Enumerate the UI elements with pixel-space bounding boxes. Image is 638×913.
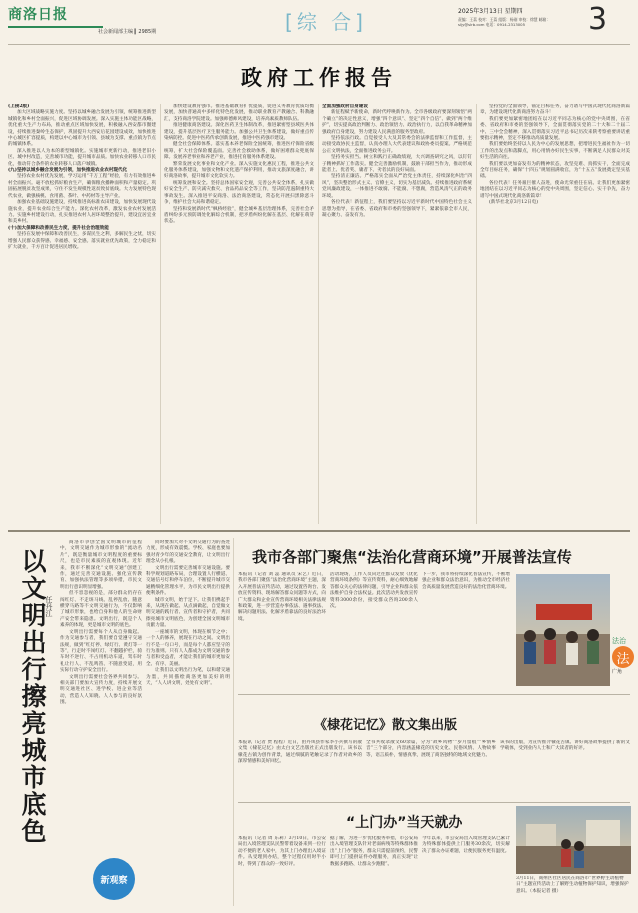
law-activity-photo: [516, 574, 610, 686]
paragraph: 繁荣发展文化事业和文化产业。深入实施文化惠民工程，推进公共文化服务体系建设，加强文物和文化遗产保护利用，推动文旅深度融合，讲好商洛故事，提升城市文化软实力。: [164, 161, 314, 180]
subheading: (九)坚持以城乡融合发展为引领，加快推进农业农村现代化: [8, 168, 128, 174]
crowd-illustration: [516, 574, 610, 686]
law-column-1: 本报讯（记者 刘 蕊 通讯员 宋艺）近日，我市各部门聚焦“法治化营商环境”主题，深入开展普法宣传活动，通过设置咨询台、发放宣传资料、现场解答群众问题等方式，向广大群众和企业宣传营商环境相关法律法规和政策，进一步营造办事依法、遇事找法、解决问题用法、化解矛盾靠法的良好法治环境。: [238, 572, 326, 622]
column-divider: [476, 104, 477, 524]
article-rule: [238, 802, 630, 803]
masthead-rule: [8, 44, 630, 45]
paragraph: 健全社会保障体系。落实基本养老保险全国统筹，推进医疗保险省级统筹，扩大社会保险覆盖面。完善社会救助体系，做好困难群众兜底保障。发展养老事业和养老产业，推进托育服务体系建设。: [164, 142, 314, 161]
book-column-1: 本报讯（记者 贾 程程）近日，由丹凤县作家李小兵撰写的散文集《棣花记忆》由太白文艺出版社正式出版发行。该书以棣花古镇为创作背景，通过细腻的笔触记录了作者对故乡的深厚情感和美好回忆。: [238, 740, 362, 765]
section-name: [综 合]: [285, 10, 367, 34]
paragraph: 加快建设教育强市。推进基础教育扩优提质，促进义务教育优质均衡发展，加快普通高中多样化特色化发展，推动职业教育产教融合、科教融汇，支持商洛学院建设。加强师德师风建设，培养高素质教师队伍。: [164, 104, 314, 122]
paragraph: 各位代表！任务艰巨催人奋进，使命光荣重任在肩。让我们更加紧密地团结在以习近平同志为核心的党中央周围，坚定信心、实干争先，奋力谱写中国式现代化商洛新篇章！: [480, 180, 630, 199]
subheading: (十)加大保障和改善民生力度，提升社会治理效能: [8, 225, 109, 231]
paragraph: 文明出行需要完善城市交通设施。要科学规划道路布局，合理设置人行横道、交通信号灯和停车泊位，不断提升城市交通精细化管理水平，为市民文明出行提供便利条件。: [146, 565, 230, 597]
event-illustration: [516, 806, 631, 874]
paragraph: 我们要以更加奋发有为的精神状态，攻坚克难、真抓实干，全面完成全年目标任务，确保“十四五”规划圆满收官，为“十五五”发展奠定坚实基础。: [480, 161, 630, 180]
page-number: 3: [588, 2, 608, 37]
paragraph: 坚持在发展中保障和改善民生，多谋民生之利，多解民生之忧，切实增强人民群众获得感、幸福感、安全感。落实就业优先政策，全力稳定和扩大就业，千方百计促进居民增收。: [8, 232, 156, 250]
column-divider: [318, 104, 319, 524]
column-divider: [233, 538, 234, 906]
paragraph: 我们要更加紧密地团结在以习近平同志为核心的党中央周围，在省委、省政府和市委的坚强领导下，全面贯彻落实党的二十大和二十届二中、三中全会精神，深入贯彻落实习近平总书记历次来陕考察重要讲话重要指示精神，坚定不移推动高质量发展。: [480, 116, 630, 142]
paragraph: 我们要始终坚持以人民为中心的发展思想，把增进民生福祉作为一切工作的出发点和落脚点，用心用情办好民生实事，不断满足人民群众对美好生活的向往。: [480, 142, 630, 161]
paragraph: 新征程赋予新使命，新时代呼唤新作为。全市各级政府要深刻领悟“两个确立”的决定性意义，增强“四个意识”、坚定“四个自信”、做到“两个维护”，切实提高政治判断力、政治领悟力、政治执行力，以自我革命精神加强政府自身建设，努力建设人民满意的服务型政府。: [322, 110, 472, 135]
report-column-1: [8, 104, 156, 526]
paragraph: 坚持和发展新时代“枫桥经验”，健全城乡基层治理体系，完善社会矛盾纠纷多元预防调处化解综合机制，把矛盾纠纷化解在基层、化解在萌芽状态。: [164, 206, 314, 225]
paragraph: (新华社北京3月12日电): [489, 200, 539, 206]
paragraph: 坚持农业农村优先发展，学习运用“千万工程”经验，有力有效推进乡村全面振兴。毫不放松抓好粮食生产，确保粮食播种面积和产量稳定。巩固拓展脱贫攻坚成果，守住不发生规模性返贫致贫底线。大力发展特色现代农业，做强核桃、食用菌、茶叶、中药材等主导产业。: [8, 174, 156, 199]
editor-contacts: 责编：王荔 校对：王荔 组版：杨刚 审校：徐慧 邮箱：sljy@slrb.com 电话：0914-2313005: [458, 17, 551, 27]
civility-column-2: [146, 540, 230, 900]
paragraph: 一座城市的文明，体现在细节之中；一个人的修养，展现在行动之间。文明出行不是一句口号，而是每个人都应坚守的行为准则。只有人人都成为文明交通的参与者和受益者，才能让我们的城市更加安全、有序、美丽。: [146, 629, 230, 667]
paragraph: 各位代表！新征程上，我们要坚持以习近平新时代中国特色社会主义思想为指导，在省委、省政府和市委的坚强领导下，紧紧依靠全市人民，凝心聚力、奋发有为。: [322, 200, 472, 218]
civility-author: 任丹江: [45, 596, 53, 617]
paragraph: 坚持清正廉洁。严格落实全面从严治党主体责任，持续深化纠治“四风”，坚决整治形式主义、官僚主义，切实为基层减负。持续推进政府系统党风廉政建设，一体推进不敢腐、不能腐、不想腐，营造风清气正的政务环境。: [322, 174, 472, 199]
law-corner-badge: [612, 636, 634, 676]
paragraph: 但不容忽视的是，部分群众仍存在闯红灯、不走斑马线、乱停乱放、随意横穿马路等不文明交通行为，不仅影响了城市形象，也给自身和他人的生命财产安全带来隐患。文明出行，既是个人素养的体现，更是城市文明的底色。: [60, 591, 142, 629]
law-badge-top: 法治: [612, 637, 626, 645]
paragraph: 同时要加大对不文明交通行为的查处力度，形成有效震慑。学校、家庭也要加强对青少年的交通安全教育，让文明出行理念从小扎根。: [146, 540, 230, 565]
paragraph: 商洛市争创全国文明城市的征程中，文明交通作为城市形象的“流动名片”，既是衡量城市文明程度的重要标尺，也是市民素质的直观体现。近年来，我市不断深化“文明交通”创建工作，通过完善交通设施、强化宣传教育、加强执法管理等多项举措，市民文明出行意识明显增强。: [60, 540, 142, 590]
law-headline: 我市各部门聚焦“法治化营商环境”开展普法宣传: [252, 548, 572, 566]
paragraph: 统筹发展和安全。坚持总体国家安全观，完善公共安全体系，扎实做好安全生产、防灾减灾救灾、食品药品安全等工作，坚决防范遏制重特大事故发生。深入推进平安商洛、法治商洛建设，常态化开展扫黑除恶斗争，维护社会大局和谐稳定。: [164, 180, 314, 206]
paragraph: 深入推进以人为本的新型城镇化。实施城市更新行动，推进老旧小区、城中村改造，完善城市功能，提升城市品质。加快农业转移人口市民化，推动符合条件的农业转移人口落户城镇。: [8, 148, 156, 167]
paragraph: 推进健康商洛建设。深化医药卫生体制改革，推进紧密型县域医共体建设，提升基层医疗卫生服务能力。加强公共卫生体系建设，做好重点传染病防控。促进中医药传承创新发展，推进中医药强市建设。: [164, 123, 314, 142]
subheading: (上接2版): [8, 104, 30, 109]
paragraph: 城市文明，始于足下。让我们携起手来，从现在做起、从点滴做起，自觉做文明交通的践行者、宣传者和守护者，共同擦亮城市文明底色，为创建全国文明城市贡献力量。: [146, 597, 230, 629]
section-rule: [8, 530, 630, 532]
scales-icon: 法: [612, 646, 634, 668]
edition-info: 社会新闻部主编 ▎2985期: [98, 29, 157, 35]
paragraph: 文明出行需要每个人从自身做起。作为交通参与者，我们要自觉遵守交通法规，做到“红灯停、绿灯行、黄灯等一等”，行走时不闯红灯、不翻越护栏，骑车时不逆行、不占用机动车道，驾车时礼让行人、不乱鸣笛、不随意变道，用实际行动守护安全出行。: [60, 629, 142, 674]
logo-underline: [8, 26, 103, 28]
photo-caption: 3月11日，商州区社区居民在商洛市“世界野生动植物日”主题宣传活动上了解野生动植物保护知识，增强保护意识。（本报记者 摄）: [516, 876, 629, 894]
masthead: [0, 0, 638, 44]
paragraph: 文明出行需要社会各界共同参与。相关部门要加大宣传力度，持续开展文明交通进社区、进学校、进企业等活动，营造人人知晓、人人参与的良好氛围。: [60, 674, 142, 706]
shangmen-column-3: 今年以来，市公安局出入境管理支队已累计为特殊群体提供上门服务30余次，切实解决了群众办证难题，让便民服务更有温度。: [422, 836, 510, 854]
report-column-2: [164, 104, 314, 526]
law-badge-bottom: 广角: [612, 669, 623, 675]
paragraph: 坚持依法行政。自觉接受人大及其常委会的法律监督和工作监督，主动接受政协民主监督，认真办理人大代表建议和政协委员提案。严格规范公正文明执法，全面推进政务公开。: [322, 136, 472, 154]
book-headline: 《棣花记忆》散文集出版: [314, 718, 458, 733]
issue-date: 2025年3月13日 星期四: [458, 8, 523, 15]
civility-column-1: [60, 540, 142, 838]
shangmen-column-2: 据了解，为进一步优化服务举措，市公安局出入境管理支队针对老弱病残等特殊群体推出“上门办”服务，群众只需提前预约，民警即可上门提供证件办理服务，真正实现“让数据多跑路、让群众少跑腿”。: [330, 836, 418, 867]
book-column-2: 全书共收录散文60余篇，分为“故乡风物”“岁月留痕”“乡情乡音”三个部分，内容涵盖棣花的历史文化、民俗风情、人物故事等，语言质朴，情感真挚，展现了商洛独特的地域文化魅力。: [366, 740, 496, 758]
report-column-3: [322, 104, 472, 526]
law-column-2: 活动现场，工作人员向过往群众发放《优化营商环境条例》等宣传资料，耐心细致地解答群众关心的法律问题，引导企业和群众依法维护自身合法权益。此次活动共发放宣传资料3000余份，接受群众咨询200余人次。: [330, 572, 418, 610]
paragraph: 加强农业基础设施建设，持续推进高标准农田建设，加快发展现代设施农业，提升农业综合生产能力。深化农村改革，激发农业农村发展活力。实施乡村建设行动，扎实推进农村人居环境整治提升，建设宜居宜业和美乡村。: [8, 200, 156, 225]
book-column-3: 该书的出版，为宣传推介棣花古镇、讲好商洛故事提供了新的文学载体，受到业内人士和广大读者的好评。: [500, 740, 630, 752]
wildlife-event-photo: [516, 806, 631, 874]
article-rule: [238, 694, 630, 695]
paragraph: 加大区域战略实施力度。坚持以城乡融合发展为引领，统筹推进新型城镇化和乡村全面振兴，促进区域协调发展。深入实施主体功能区战略，优化重大生产力布局，推动重点区域加快发展，积极融入西安都市圈建设，持续推进秦岭生态保护，巩固提升大西安后花园建设成效，加快推进中心城区扩容提质，构建以中心城市为引领、县城为支撑、重点镇为节点的城镇体系。: [8, 110, 156, 148]
seal-icon: 新观察: [100, 875, 128, 886]
civility-headline: 以文明出行擦亮城市底色: [18, 548, 47, 845]
report-column-4: [480, 104, 630, 526]
shangmen-headline: “上门办”当天就办: [346, 815, 463, 831]
paragraph: 坚持务实担当。树立和践行正确政绩观，大兴调查研究之风，以钉钉子精神抓好工作落实。健全完善激励机制，鼓励干部担当作为，推动形成能者上、优者奖、庸者下、劣者汰的良好局面。: [322, 155, 472, 174]
observation-badge: [93, 858, 135, 900]
newspaper-logo: 商洛日报: [8, 7, 68, 23]
paragraph: 坚持党的全面领导，锚定目标任务，奋力谱写中国式现代化商洛新篇章，为建设现代化新商洛努力奋斗！: [480, 104, 630, 116]
shangmen-column-1: 本报讯（记者 周 东莉）3月10日，市公安局出入境管理支队民警带着设备来到一位行动不便的老人家中，为其上门办理出入境证件。从受理到办结，整个过程仅用时半小时，得到了群众的一致好评。: [238, 836, 326, 867]
report-title: 政府工作报告: [241, 66, 397, 90]
paragraph: 让我们以文明出行为笔，以和谐交通为墨，共同描绘商洛更加美好的明天，“人人讲文明，处处有文明”。: [146, 668, 230, 686]
subheading: 全面加强政府自身建设: [322, 104, 368, 109]
law-column-3: 下一步，我市将持续深化普法宣传，不断增强企业和群众法治意识，为推动全市经济社会高质量发展营造良好的法治化营商环境。: [422, 572, 510, 590]
column-divider: [160, 104, 161, 524]
